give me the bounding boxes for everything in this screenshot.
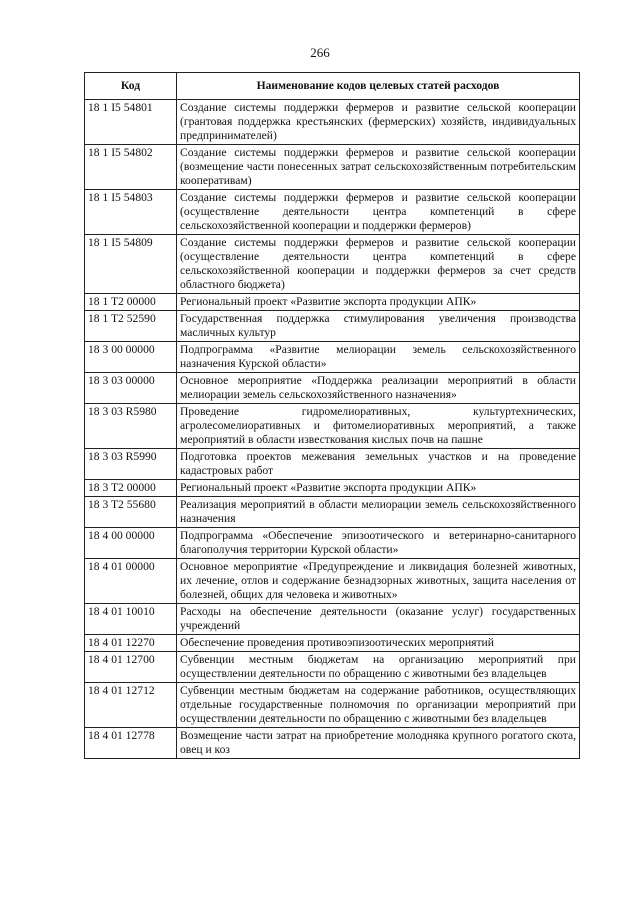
table-row xyxy=(85,235,580,294)
row-code: 18 3 T2 00000 xyxy=(85,480,177,497)
row-name: Создание системы поддержки фермеров и развитие сельской кооперации (осуществление деятельности центра компетенций в сфере сельскохозяйственной кооперации и поддержки фермеров) xyxy=(177,190,580,235)
row-code: 18 1 I5 54809 xyxy=(85,235,177,294)
row-code: 18 3 03 00000 xyxy=(85,373,177,404)
row-name: Возмещение части затрат на приобретение молодняка крупного рогатого скота, овец и коз xyxy=(177,728,580,759)
row-name: Подпрограмма «Обеспечение эпизоотического и ветеринарно-санитарного благополучия территории Курской области» xyxy=(177,528,580,559)
row-name: Создание системы поддержки фермеров и развитие сельской кооперации (грантовая поддержка крестьянских (фермерских) хозяйств, индивидуальных предпринимателей) xyxy=(177,100,580,145)
row-name: Основное мероприятие «Поддержка реализации мероприятий в области мелиорации земель сельскохозяйственного назначения» xyxy=(177,373,580,404)
row-name: Создание системы поддержки фермеров и развитие сельской кооперации (осуществление деятельности центра компетенций в сфере сельскохозяйственной кооперации и поддержки фермеров за счет средств областного бюджета) xyxy=(177,235,580,294)
table-header-row xyxy=(85,73,580,100)
column-header-name: Наименование кодов целевых статей расходов xyxy=(177,73,580,100)
row-name: Реализация мероприятий в области мелиорации земель сельскохозяйственного назначения xyxy=(177,497,580,528)
row-code: 18 4 01 12700 xyxy=(85,652,177,683)
row-code: 18 3 03 R5980 xyxy=(85,404,177,449)
table-row xyxy=(85,449,580,480)
target-codes-table xyxy=(84,72,580,759)
row-name: Расходы на обеспечение деятельности (оказание услуг) государственных учреждений xyxy=(177,604,580,635)
table-row xyxy=(85,190,580,235)
row-name: Проведение гидромелиоративных, культуртехнических, агролесомелиоративных и фитомелиоративных мероприятий, а также мероприятий в области известкования кислых почв на пашне xyxy=(177,404,580,449)
table-row xyxy=(85,311,580,342)
table-row xyxy=(85,100,580,145)
row-code: 18 1 I5 54801 xyxy=(85,100,177,145)
row-code: 18 3 03 R5990 xyxy=(85,449,177,480)
row-code: 18 4 01 12270 xyxy=(85,635,177,652)
row-name: Региональный проект «Развитие экспорта продукции АПК» xyxy=(177,480,580,497)
row-code: 18 1 I5 54803 xyxy=(85,190,177,235)
row-name: Государственная поддержка стимулирования увеличения производства масличных культур xyxy=(177,311,580,342)
row-name: Подпрограмма «Развитие мелиорации земель сельскохозяйственного назначения Курской области» xyxy=(177,342,580,373)
row-name: Основное мероприятие «Предупреждение и ликвидация болезней животных, их лечение, отлов и содержание безнадзорных животных, защита населения от болезней, общих для человека и животных» xyxy=(177,559,580,604)
table-row xyxy=(85,497,580,528)
column-header-code: Код xyxy=(85,73,177,100)
row-code: 18 4 00 00000 xyxy=(85,528,177,559)
row-code: 18 4 01 12712 xyxy=(85,683,177,728)
table-row xyxy=(85,404,580,449)
row-code: 18 1 I5 54802 xyxy=(85,145,177,190)
row-code: 18 1 T2 00000 xyxy=(85,294,177,311)
table-row xyxy=(85,683,580,728)
page-number: 266 xyxy=(310,45,330,60)
row-code: 18 4 01 10010 xyxy=(85,604,177,635)
row-name: Субвенции местным бюджетам на содержание работников, осуществляющих отдельные государственные полномочия по организации мероприятий при осуществлении деятельности по обращению с животными без владельцев xyxy=(177,683,580,728)
table-row xyxy=(85,294,580,311)
table-row xyxy=(85,342,580,373)
table-row xyxy=(85,635,580,652)
row-code: 18 4 01 12778 xyxy=(85,728,177,759)
row-name: Субвенции местным бюджетам на организацию мероприятий при осуществлении деятельности по обращению с животными без владельцев xyxy=(177,652,580,683)
table-row xyxy=(85,728,580,759)
row-code: 18 3 00 00000 xyxy=(85,342,177,373)
table-row xyxy=(85,528,580,559)
row-name: Региональный проект «Развитие экспорта продукции АПК» xyxy=(177,294,580,311)
table-row xyxy=(85,373,580,404)
table-row xyxy=(85,652,580,683)
row-code: 18 4 01 00000 xyxy=(85,559,177,604)
table-row xyxy=(85,559,580,604)
table-row xyxy=(85,480,580,497)
row-name: Создание системы поддержки фермеров и развитие сельской кооперации (возмещение части понесенных затрат сельскохозяйственным потребительским кооперативам) xyxy=(177,145,580,190)
table-row xyxy=(85,145,580,190)
row-code: 18 3 T2 55680 xyxy=(85,497,177,528)
row-name: Подготовка проектов межевания земельных участков и на проведение кадастровых работ xyxy=(177,449,580,480)
table-row xyxy=(85,604,580,635)
row-name: Обеспечение проведения противоэпизоотических мероприятий xyxy=(177,635,580,652)
row-code: 18 1 T2 52590 xyxy=(85,311,177,342)
